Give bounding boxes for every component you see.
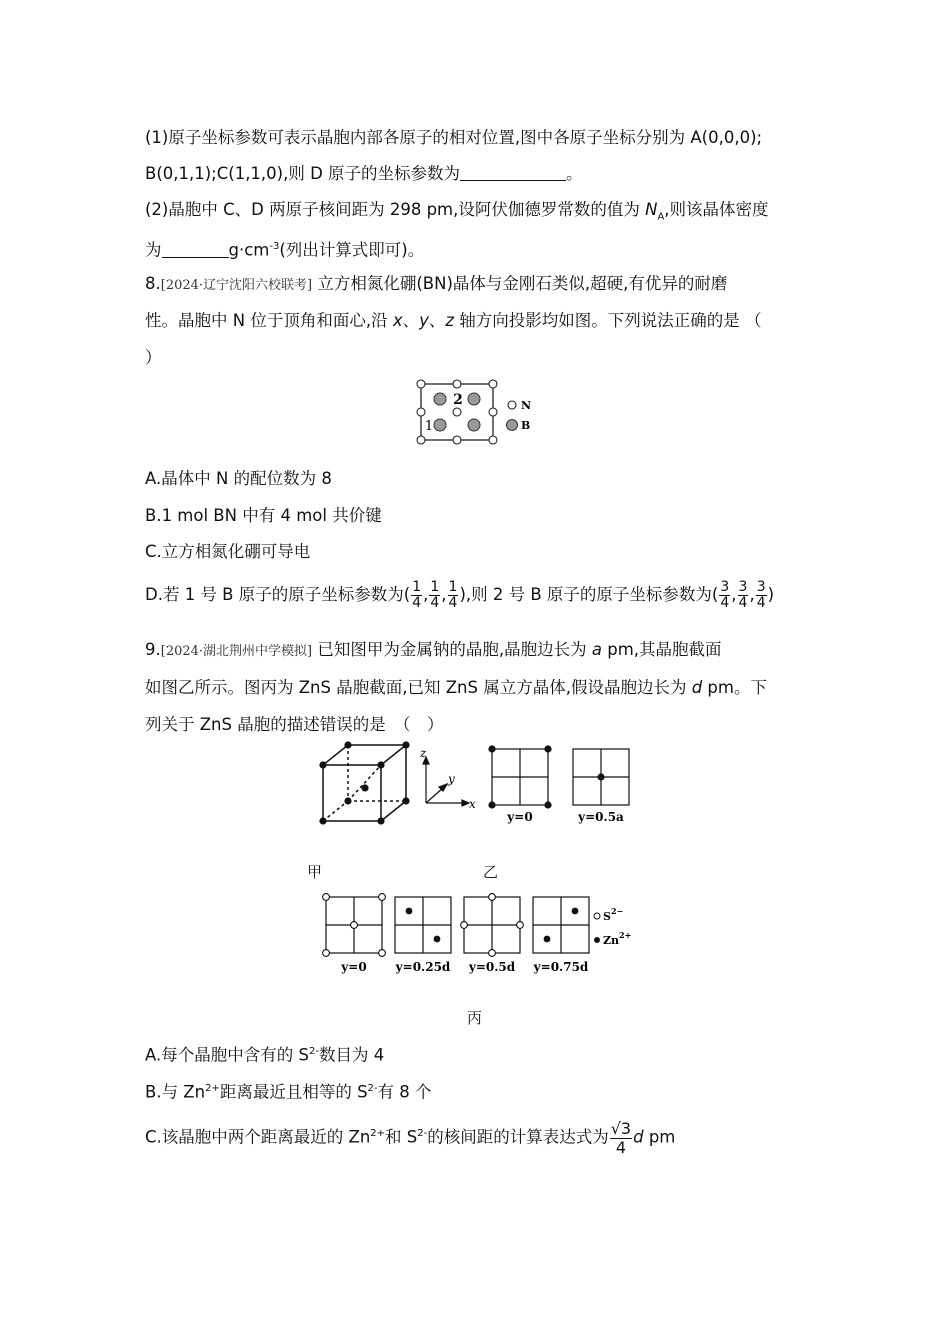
n-atom	[453, 380, 461, 388]
corner-atom	[344, 741, 351, 748]
corner-atom	[377, 817, 384, 824]
corner-atom	[344, 797, 351, 804]
variable-d: d	[633, 1127, 644, 1147]
numerator: 3	[720, 579, 730, 595]
bn-projection-figure	[412, 377, 542, 447]
na-section-figure	[485, 743, 645, 828]
legend-s-charge: 2−	[610, 906, 624, 916]
fraction	[448, 580, 459, 611]
na-atom	[488, 801, 495, 808]
q8-option-b[interactable]	[145, 505, 382, 527]
caption-bing: 丙	[467, 1009, 483, 1027]
ion-charge: 2+	[370, 1128, 386, 1139]
fraction	[411, 580, 422, 611]
fraction	[429, 580, 440, 611]
ion-charge: 2+	[205, 1083, 220, 1094]
corner-atom	[377, 761, 384, 768]
q7-part1-line1	[145, 127, 762, 149]
q8-option-c[interactable]	[145, 541, 310, 563]
comma: ,	[749, 585, 755, 604]
denominator: 4	[412, 595, 422, 611]
na-atom	[544, 801, 551, 808]
legend-zn-label	[603, 930, 631, 947]
variable-a: a	[591, 640, 602, 659]
n-atom	[453, 436, 461, 444]
text: 。	[566, 164, 583, 183]
axis-x: x	[392, 311, 403, 330]
option-text: C.该晶胞中两个距离最近的 Zn	[145, 1127, 371, 1147]
axis-y: y	[419, 311, 429, 330]
cube-edge	[381, 745, 406, 765]
zn-ion	[572, 908, 579, 915]
text: 列关于 ZnS 晶胞的描述错误的是 （ ）	[145, 715, 444, 734]
s-ion	[379, 950, 386, 957]
na-atom	[597, 773, 604, 780]
answer-blank[interactable]	[162, 241, 229, 258]
text: pm。下	[702, 678, 767, 697]
n-atom	[489, 436, 497, 444]
question-number: 8.	[145, 274, 161, 293]
n-atom	[489, 408, 497, 416]
bcc-cube-figure	[315, 735, 415, 830]
text: (2)晶胞中 C、D 两原子核间距为 298 pm,设阿伏伽德罗常数的值为	[145, 200, 646, 219]
b-atom-label-2: 2	[453, 392, 463, 408]
axis-y-label: y	[448, 772, 455, 786]
numerator: 1	[430, 579, 440, 595]
numerator: 3	[756, 579, 766, 595]
zns-section-figure	[318, 890, 648, 980]
denominator: 4	[430, 595, 440, 611]
q8-stem-line3	[145, 347, 162, 369]
corner-atom	[319, 761, 326, 768]
legend-zn-symbol: Zn	[603, 934, 620, 947]
option-text: 距离最近且相等的 S	[219, 1082, 368, 1102]
text: 轴方向投影均如图。下列说法正确的是 （	[454, 311, 762, 330]
body-center-atom	[361, 784, 368, 791]
n-atom	[489, 380, 497, 388]
corner-atom	[402, 741, 409, 748]
legend-b-marker	[507, 420, 518, 431]
hidden-edge	[323, 801, 348, 821]
s-ion	[461, 922, 468, 929]
option-text: 和 S	[385, 1127, 418, 1147]
b-atom	[468, 419, 480, 431]
legend-b-label: B	[521, 419, 531, 432]
ion-charge: 2-	[367, 1083, 378, 1094]
q9-stem-line1	[145, 639, 722, 663]
legend-zn-marker	[594, 937, 600, 943]
q7-part1-line2	[145, 163, 583, 185]
n-atom	[417, 408, 425, 416]
text: pm,其晶胞截面	[602, 640, 722, 659]
q7-part2-line1	[145, 199, 769, 228]
s-ion	[323, 950, 330, 957]
section-label: y=0.5a	[578, 810, 624, 824]
na-atom	[544, 745, 551, 752]
q8-option-d[interactable]	[145, 579, 774, 611]
q9-stem-line3	[145, 714, 443, 736]
numerator: 1	[448, 579, 458, 595]
s-ion	[379, 894, 386, 901]
option-text: A.晶体中 N 的配位数为 8	[145, 469, 332, 488]
legend-n-label: N	[521, 399, 532, 412]
s-ion	[351, 922, 358, 929]
avogadro-subscript: A	[657, 211, 665, 223]
s-ion	[489, 950, 496, 957]
corner-atom	[319, 817, 326, 824]
comma: ,	[731, 585, 737, 604]
x-arrow-icon	[462, 800, 469, 806]
legend-zn-charge: 2+	[619, 930, 632, 940]
q8-option-a[interactable]	[145, 468, 332, 490]
corner-atom	[402, 797, 409, 804]
n-atom	[453, 408, 461, 416]
text: ）	[145, 348, 162, 367]
b-atom	[468, 393, 480, 405]
s-ion	[489, 894, 496, 901]
comma: ,	[441, 585, 447, 604]
denominator: 4	[720, 595, 730, 611]
comma: ,	[423, 585, 429, 604]
question-number: 9.	[145, 640, 161, 659]
denominator: 4	[738, 595, 748, 611]
q7-part2-line2	[145, 236, 424, 262]
option-text: 的核间距的计算表达式为	[427, 1127, 609, 1147]
q9-option-c[interactable]	[145, 1114, 675, 1158]
text: 性。晶胞中 N 位于顶角和面心,沿	[145, 311, 393, 330]
option-text: B.1 mol BN 中有 4 mol 共价键	[145, 506, 382, 525]
b-atom	[434, 419, 446, 431]
na-atom	[488, 745, 495, 752]
fraction	[610, 1120, 632, 1157]
zn-ion	[434, 936, 441, 943]
axis-x-label: x	[469, 797, 476, 811]
q9-stem-line2	[145, 677, 767, 699]
option-text: A.每个晶胞中含有的 S	[145, 1045, 309, 1065]
section-label: y=0.5d	[468, 960, 516, 974]
axis-z: z	[445, 311, 455, 330]
text: 如图乙所示。图丙为 ZnS 晶胞截面,已知 ZnS 属立方晶体,假设晶胞边长为	[145, 678, 692, 697]
option-text: ),则 2 号 B 原子的原子坐标参数为(	[459, 585, 719, 604]
section-label: y=0.75d	[533, 960, 589, 974]
text: 立方相氮化硼(BN)晶体与金刚石类似,超硬,有优异的耐磨	[312, 274, 728, 293]
legend-s-label	[603, 906, 623, 923]
q9-option-a[interactable]	[145, 1041, 384, 1067]
s-ion	[323, 894, 330, 901]
option-text: C.立方相氮化硼可导电	[145, 542, 311, 561]
avogadro-symbol: N	[645, 200, 658, 219]
fraction	[756, 580, 767, 611]
n-atom	[417, 436, 425, 444]
answer-blank[interactable]	[460, 164, 566, 181]
caption-yi: 乙	[483, 863, 499, 881]
s-ion	[517, 922, 524, 929]
question-source: [2024·辽宁沈阳六校联考]	[160, 278, 313, 293]
unit-exponent: -3	[269, 241, 280, 252]
axis-z-label: z	[420, 746, 427, 760]
section-label: y=0	[341, 960, 367, 974]
text: B(0,1,1);C(1,1,0),则 D 原子的坐标参数为	[145, 164, 461, 183]
text: ,则该晶体密度	[664, 200, 769, 219]
zn-ion	[406, 908, 413, 915]
option-text: )	[767, 585, 775, 604]
body-diagonal	[348, 765, 381, 801]
n-atom	[417, 380, 425, 388]
denominator: 4	[756, 595, 766, 611]
text: 、	[402, 311, 420, 330]
b-atom-label-1: 1	[424, 419, 434, 434]
fraction	[719, 580, 730, 611]
n-atoms	[417, 380, 497, 444]
denominator: 4	[448, 595, 458, 611]
variable-d: d	[691, 678, 703, 697]
option-text: D.若 1 号 B 原子的原子坐标参数为(	[145, 585, 411, 604]
option-text: 数目为 4	[318, 1045, 385, 1065]
section-label: y=0	[507, 810, 533, 824]
question-source: [2024·湖北荆州中学模拟]	[160, 644, 313, 659]
q9-option-b[interactable]	[145, 1078, 432, 1104]
zn-ion	[544, 936, 551, 943]
legend-s-marker	[594, 913, 600, 919]
caption-jia: 甲	[307, 863, 323, 881]
unit: pm	[643, 1127, 676, 1147]
text: 已知图甲为金属钠的晶胞,晶胞边长为	[312, 640, 592, 659]
text: (列出计算式即可)。	[279, 240, 425, 260]
unit: g·cm	[228, 240, 270, 260]
numerator: 1	[412, 579, 422, 595]
fraction	[738, 580, 749, 611]
text: 为	[145, 240, 162, 260]
option-text: 有 8 个	[377, 1082, 432, 1102]
text: 、	[428, 311, 446, 330]
numerator: √3	[610, 1118, 632, 1138]
axes-figure	[418, 745, 478, 815]
text: (1)原子坐标参数可表示晶胞内部各原子的相对位置,图中各原子坐标分别为 A(0,0,0);	[145, 128, 763, 147]
section-label: y=0.25d	[395, 960, 451, 974]
option-text: B.与 Zn	[145, 1082, 206, 1102]
numerator: 3	[738, 579, 748, 595]
ion-charge: 2-	[308, 1046, 319, 1057]
q8-stem-line2	[145, 310, 762, 332]
legend-n-marker	[508, 401, 516, 409]
denominator: 4	[615, 1137, 627, 1157]
ion-charge: 2-	[417, 1128, 428, 1139]
legend-s-symbol: S	[603, 910, 611, 923]
b-atom	[434, 393, 446, 405]
q8-stem-line1	[145, 273, 727, 297]
